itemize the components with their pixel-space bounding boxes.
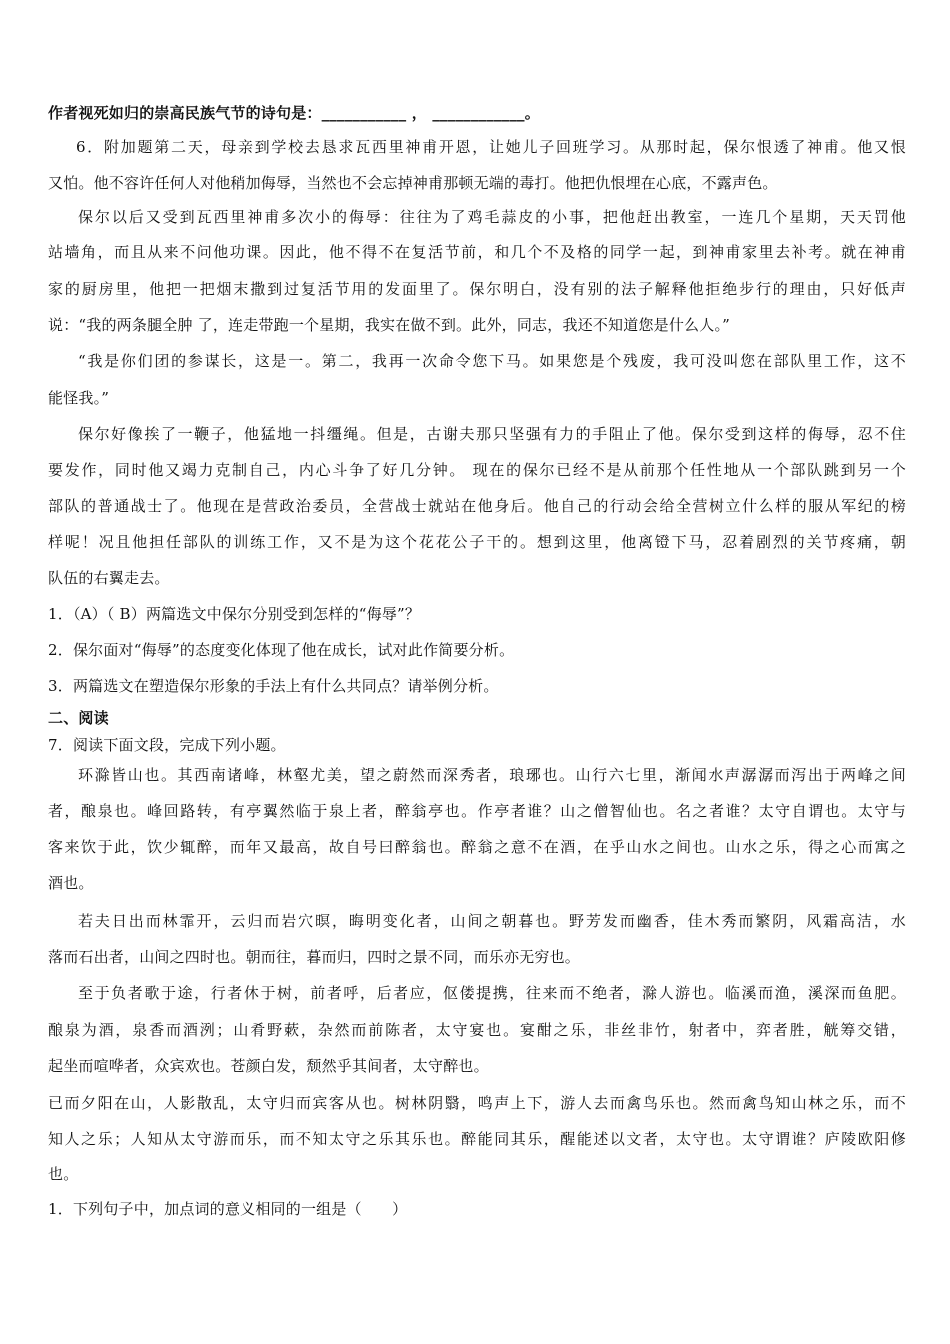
- text-line: 者，酿泉也。峰回路转，有亭翼然临于泉上者，醉翁亭也。作亭者谁？山之僧智仙也。名之者谁？太守自谓也。太守与: [48, 802, 906, 820]
- text-line: 又怕。他不容许任何人对他稍加侮辱，当然也不会忘掉神甫那顿无端的毒打。他把仇恨埋在心底，不露声色。: [48, 174, 778, 192]
- text-line: 已而夕阳在山，人影散乱，太守归而宾客从也。树林阴翳，鸣声上下，游人去而禽鸟乐也。然而禽鸟知山林之乐，而不: [48, 1094, 906, 1112]
- text-line: 酿泉为酒，泉香而酒洌；山肴野蔌，杂然而前陈者，太守宴也。宴酣之乐，非丝非竹，射者中，弈者胜，觥筹交错，: [48, 1021, 906, 1039]
- text-line: 6．附加题第二天，母亲到学校去恳求瓦西里神甫开恩，让她儿子回班学习。从那时起，保尔恨透了神甫。他又恨: [76, 138, 906, 156]
- text-line: 样呢！况且他担任部队的训练工作，又不是为这个花花公子干的。想到这里，他离镫下马，忍着剧烈的关节疼痛，朝: [48, 533, 906, 551]
- text-line: 队伍的右翼走去。: [48, 569, 170, 587]
- text-line: 知人之乐；人知从太守游而乐，而不知太守之乐其乐也。醉能同其乐，醒能述以文者，太守也。太守谓谁？庐陵欧阳修: [48, 1130, 906, 1148]
- text-line: “我是你们团的参谋长，这是一。第二，我再一次命令您下马。如果您是个残废，我可没叫您在部队里工作，这不: [78, 352, 906, 370]
- text-line: 7．阅读下面文段，完成下列小题。: [48, 736, 286, 754]
- text-line: 能怪我。”: [48, 389, 110, 407]
- text-line: 也。: [48, 1165, 79, 1183]
- text-line: 说：“我的两条腿全肿 了，连走带跑一个星期，我实在做不到。此外，同志，我还不知道您是什么人。”: [48, 316, 731, 334]
- text-line: 酒也。: [48, 874, 94, 892]
- text-line: 3．两篇选文在塑造保尔形象的手法上有什么共同点？请举例分析。: [48, 677, 499, 695]
- text-line: 要发作，同时他又竭力克制自己，内心斗争了好几分钟。 现在的保尔已经不是从前那个任性地从一个部队跳到另一个: [48, 461, 906, 479]
- text-line: 保尔好像挨了一鞭子，他猛地一抖缰绳。但是，古谢夫那只坚强有力的手阻止了他。保尔受到这样的侮辱，忍不住: [78, 425, 906, 443]
- text-line: 保尔以后又受到瓦西里神甫多次小的侮辱：往往为了鸡毛蒜皮的小事，把他赶出教室，一连几个星期，天天罚他: [78, 208, 906, 226]
- text-line: 站墙角，而且从来不问他功课。因此，他不得不在复活节前，和几个不及格的同学一起，到神甫家里去补考。就在神甫: [48, 243, 906, 261]
- text-line: 2．保尔面对“侮辱”的态度变化体现了他在成长，试对此作简要分析。: [48, 641, 515, 659]
- text-line: 起坐而喧哗者，众宾欢也。苍颜白发，颓然乎其间者，太守醉也。: [48, 1057, 489, 1075]
- text-line: 部队的普通战士了。他现在是营政治委员，全营战士就站在他身后。他自己的行动会给全营树立什么样的服从军纪的榜: [48, 497, 906, 515]
- text-line: 1．下列句子中，加点词的意义相同的一组是（ ）: [48, 1200, 408, 1218]
- text-line: 若夫日出而林霏开，云归而岩穴暝，晦明变化者，山间之朝暮也。野芳发而幽香，佳木秀而繁阴，风霜高洁，水: [78, 912, 906, 930]
- text-line: 环滁皆山也。其西南诸峰，林壑尤美，望之蔚然而深秀者，琅琊也。山行六七里，渐闻水声潺潺而泻出于两峰之间: [78, 766, 906, 784]
- text-line: 家的厨房里，他把一把烟末撒到过复活节用的发面里了。保尔明白，没有别的法子解释他拒绝步行的理由，只好低声: [48, 280, 906, 298]
- text-line: 客来饮于此，饮少辄醉，而年又最高，故自号曰醉翁也。醉翁之意不在酒，在乎山水之间也。山水之乐，得之心而寓之: [48, 838, 906, 856]
- text-line: 1．（A）（ B）两篇选文中保尔分别受到怎样的“侮辱”？: [48, 605, 421, 623]
- text-line: 落而石出者，山间之四时也。朝而往，暮而归，四时之景不同，而乐亦无穷也。: [48, 948, 581, 966]
- text-line: 至于负者歌于途，行者休于树，前者呼，后者应，伛偻提携，往来而不绝者，滁人游也。临溪而渔，溪深而鱼肥。: [78, 984, 906, 1002]
- section-heading: 作者视死如归的崇高民族气节的诗句是：___________ ， ____________。: [48, 104, 540, 122]
- section-heading: 二、阅读: [48, 709, 109, 727]
